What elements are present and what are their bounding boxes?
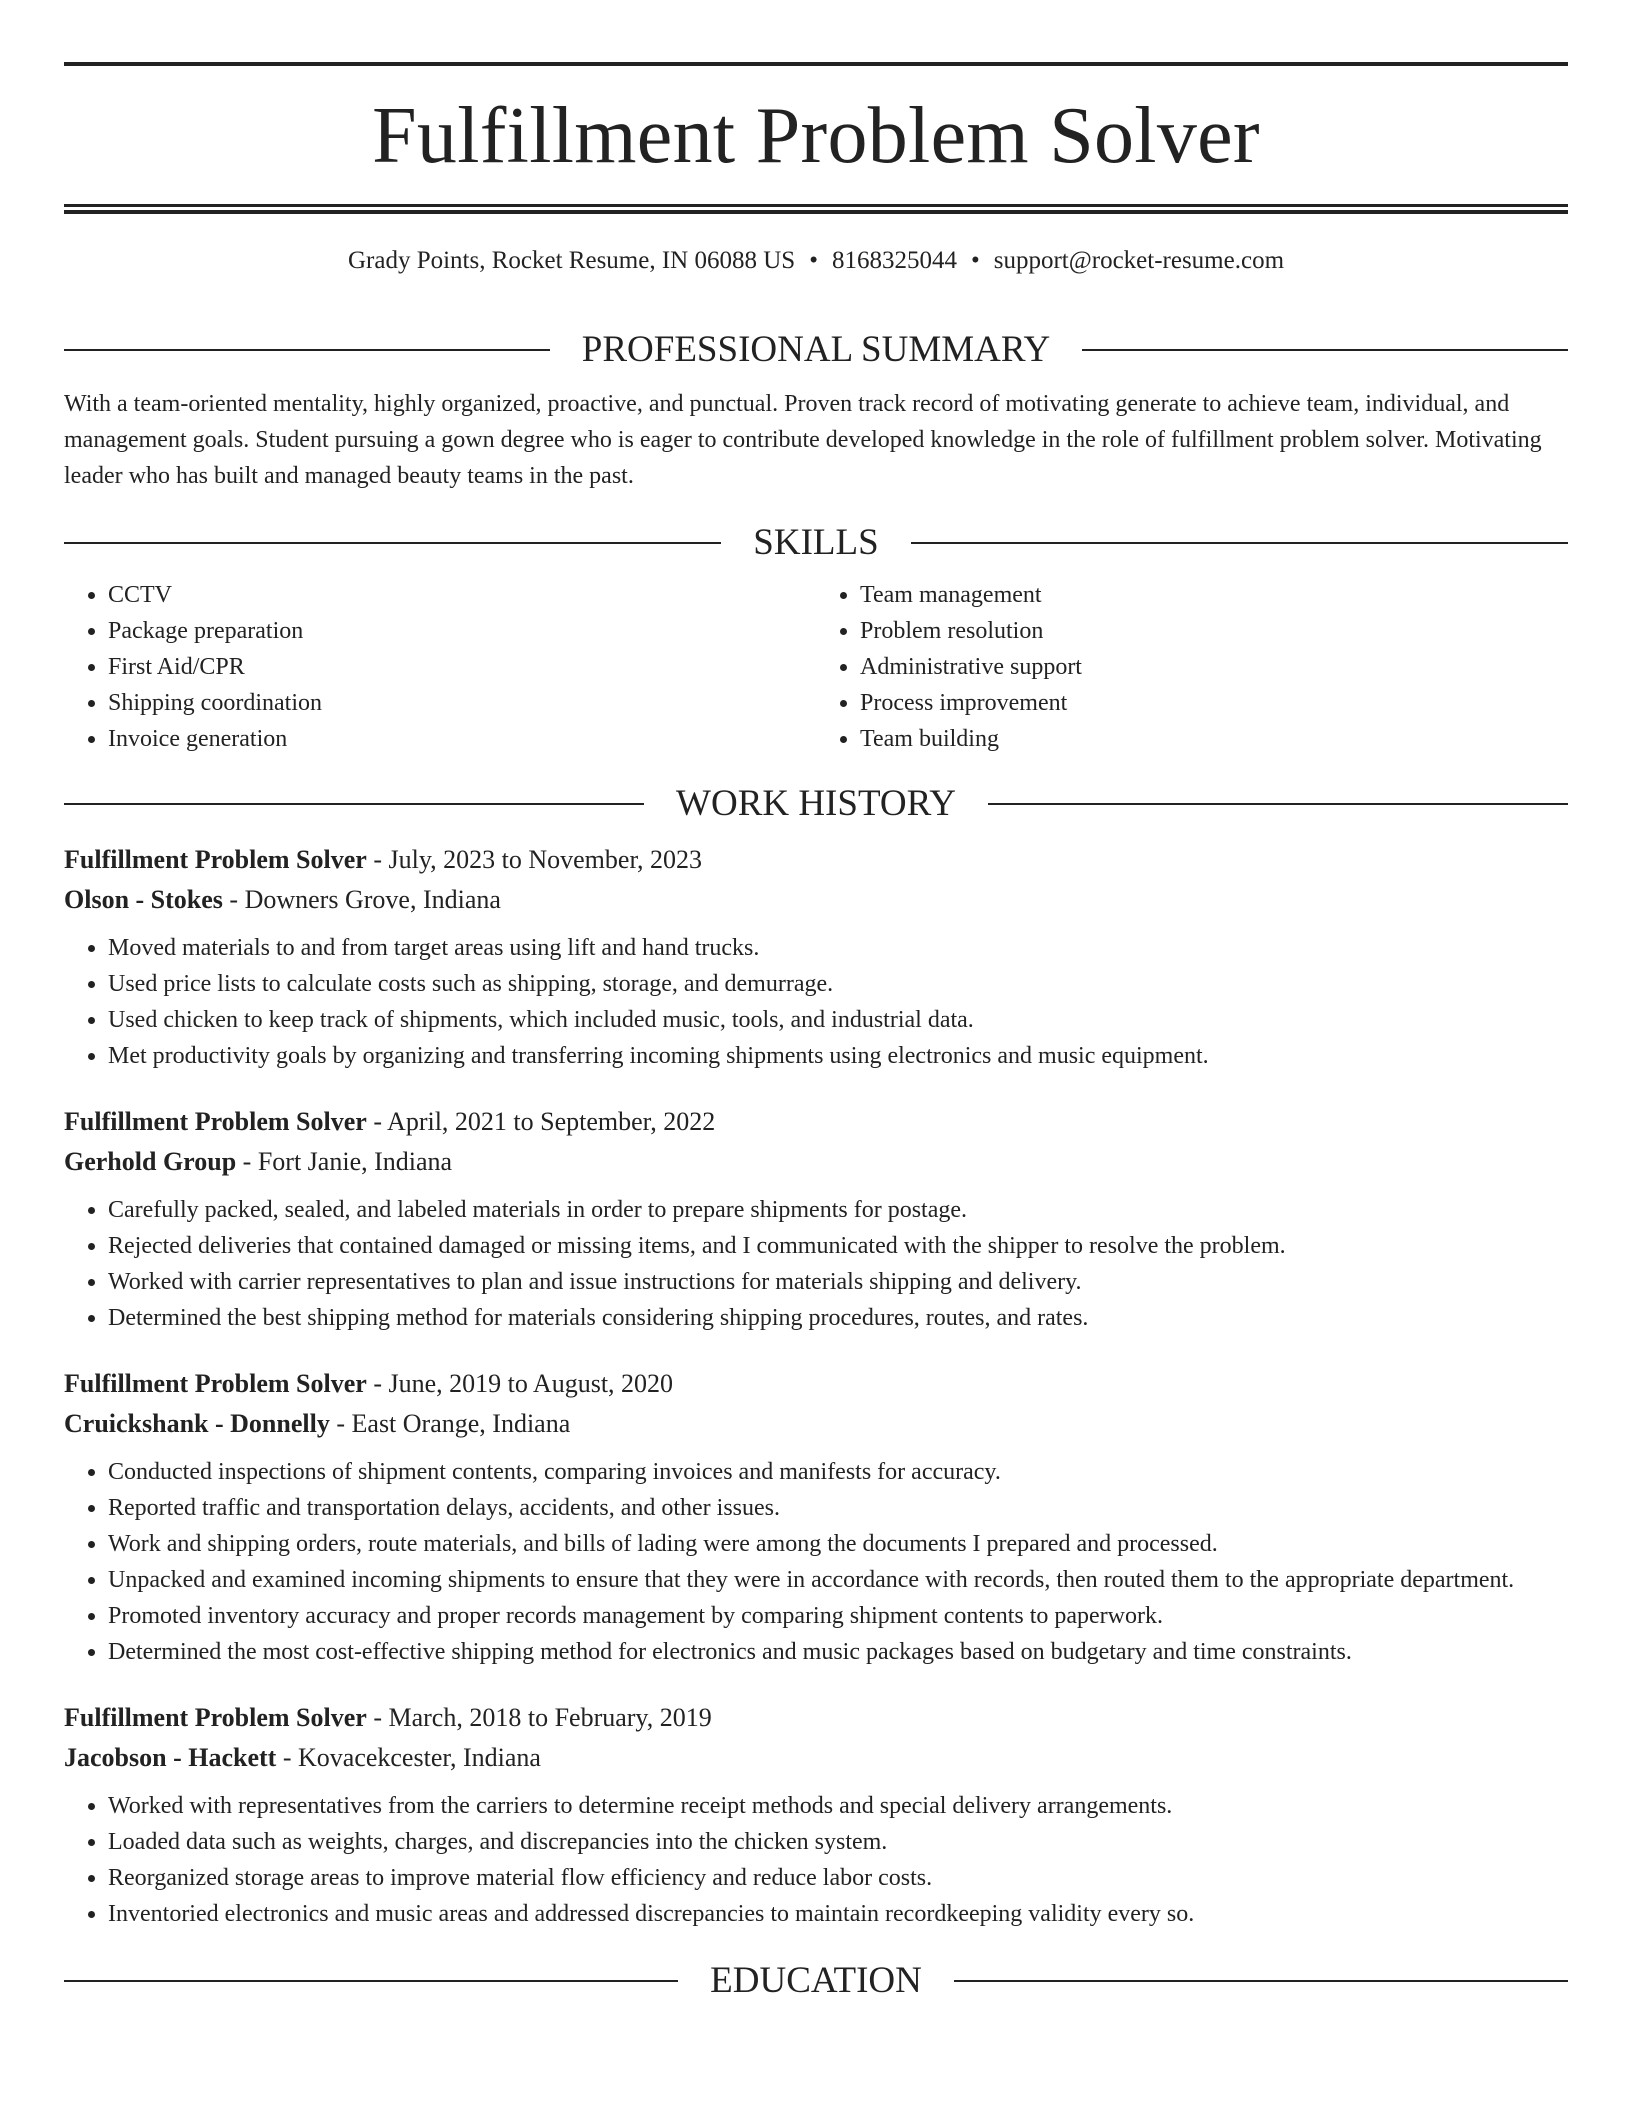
skills-list-right: [816, 577, 1568, 757]
heading-rule: [954, 1980, 1568, 1982]
section-label: PROFESSIONAL SUMMARY: [581, 329, 1051, 370]
dash: -: [366, 1369, 389, 1398]
skills-columns: [64, 577, 1568, 757]
job-bullet: • Determined the most cost-effective shipping method for electronics and music packages based on budgetary and time constraints.: [108, 1634, 1568, 1670]
section-heading-summary: [64, 331, 1568, 368]
job-bullet: • Carefully packed, sealed, and labeled materials in order to prepare shipments for postage.: [108, 1192, 1568, 1228]
resume-title: Fulfillment Problem Solver: [372, 92, 1260, 180]
section-heading-skills: [64, 524, 1568, 561]
job-bullet: • Determined the best shipping method for materials considering shipping procedures, routes, and rates.: [108, 1300, 1568, 1336]
job-title: Fulfillment Problem Solver: [64, 1703, 367, 1732]
contact-line: [64, 248, 1568, 273]
skill-item: • Invoice generation: [108, 721, 816, 757]
job-bullets: [64, 1192, 1568, 1336]
skill-item: • First Aid/CPR: [108, 649, 816, 685]
job-bullet: • Reorganized storage areas to improve material flow efficiency and reduce labor costs.: [108, 1860, 1568, 1896]
job-company: Olson - Stokes: [64, 885, 223, 914]
top-rule: [64, 62, 1568, 66]
job-bullet: • Reported traffic and transportation delays, accidents, and other issues.: [108, 1490, 1568, 1526]
contact-separator: •: [809, 247, 818, 274]
heading-rule: [64, 542, 721, 544]
skill-item: • Problem resolution: [860, 613, 1568, 649]
job-company-line: [64, 880, 1568, 920]
job-title: Fulfillment Problem Solver: [64, 1107, 367, 1136]
job-dates: July, 2023 to November, 2023: [388, 845, 703, 874]
skill-item: • CCTV: [108, 577, 816, 613]
title-double-rule: [64, 204, 1568, 214]
job-title: Fulfillment Problem Solver: [64, 845, 367, 874]
job-bullet: • Used price lists to calculate costs such as shipping, storage, and demurrage.: [108, 966, 1568, 1002]
job-entry: [64, 1698, 1568, 1932]
skill-item: • Package preparation: [108, 613, 816, 649]
job-bullets: [64, 1788, 1568, 1932]
job-bullet: • Inventoried electronics and music areas and addressed discrepancies to maintain recordkeeping validity every so.: [108, 1896, 1568, 1932]
job-bullets: [64, 1454, 1568, 1670]
contact-address: Grady Points, Rocket Resume, IN 06088 US: [347, 247, 796, 274]
skills-list-left: [64, 577, 816, 757]
job-company: Jacobson - Hackett: [64, 1743, 277, 1772]
job-bullet: • Rejected deliveries that contained damaged or missing items, and I communicated with the shipper to resolve the problem.: [108, 1228, 1568, 1264]
job-bullet: • Loaded data such as weights, charges, and discrepancies into the chicken system.: [108, 1824, 1568, 1860]
section-label: EDUCATION: [710, 1960, 922, 2001]
job-title-line: [64, 1698, 1568, 1738]
job-bullet: • Worked with representatives from the carriers to determine receipt methods and special delivery arrangements.: [108, 1788, 1568, 1824]
job-title-line: [64, 1102, 1568, 1142]
dash: -: [236, 1147, 258, 1176]
skill-item: • Process improvement: [860, 685, 1568, 721]
job-entry: [64, 840, 1568, 1074]
heading-rule: [64, 349, 550, 351]
dash: -: [222, 885, 245, 914]
job-company: Gerhold Group: [64, 1147, 237, 1176]
job-bullet: • Moved materials to and from target areas using lift and hand trucks.: [108, 930, 1568, 966]
dash: -: [366, 845, 389, 874]
contact-phone: 8168325044: [831, 247, 957, 274]
contact-separator: •: [970, 247, 980, 274]
heading-rule: [64, 803, 644, 805]
job-entry: [64, 1102, 1568, 1336]
job-bullet: • Promoted inventory accuracy and proper records management by comparing shipment contents to paperwork.: [108, 1598, 1568, 1634]
job-company-line: [64, 1142, 1568, 1182]
heading-rule: [988, 803, 1568, 805]
job-bullet: • Work and shipping orders, route materials, and bills of lading were among the documents I prepared and processed.: [108, 1526, 1568, 1562]
job-dates: June, 2019 to August, 2020: [388, 1369, 674, 1398]
summary-text: With a team-oriented mentality, highly organized, proactive, and punctual. Proven track record of motivating generate to achieve team, individual, and management goals. Student pursuing a gown degree who is eager to contribute developed knowledge in the role of fulfillment problem solver. Motivating leader who has built and managed beauty teams in the past.: [64, 391, 1542, 489]
job-location: East Orange, Indiana: [351, 1409, 571, 1438]
job-title-line: [64, 1364, 1568, 1404]
job-bullets: [64, 930, 1568, 1074]
heading-rule: [911, 542, 1568, 544]
section-label: SKILLS: [753, 522, 879, 563]
skill-item: • Team building: [860, 721, 1568, 757]
job-bullet: • Used chicken to keep track of shipments, which included music, tools, and industrial data.: [108, 1002, 1568, 1038]
job-company-line: [64, 1738, 1568, 1778]
section-heading-work: [64, 785, 1568, 822]
job-dates: March, 2018 to February, 2019: [388, 1703, 712, 1732]
dash: -: [366, 1703, 389, 1732]
job-company: Cruickshank - Donnelly: [64, 1409, 330, 1438]
job-company-line: [64, 1404, 1568, 1444]
job-location: Kovacekcester, Indiana: [298, 1743, 541, 1772]
dash: -: [276, 1743, 298, 1772]
skill-item: • Administrative support: [860, 649, 1568, 685]
skill-item: • Shipping coordination: [108, 685, 816, 721]
dash: -: [329, 1409, 352, 1438]
heading-rule: [1082, 349, 1568, 351]
job-dates: April, 2021 to September, 2022: [387, 1107, 716, 1136]
job-location: Downers Grove, Indiana: [244, 885, 501, 914]
job-entry: [64, 1364, 1568, 1670]
job-title-line: [64, 840, 1568, 880]
dash: -: [366, 1107, 388, 1136]
job-location: Fort Janie, Indiana: [257, 1147, 453, 1176]
job-bullet: • Worked with carrier representatives to plan and issue instructions for materials shipping and delivery.: [108, 1264, 1568, 1300]
heading-rule: [64, 1980, 678, 1982]
skill-item: • Team management: [860, 577, 1568, 613]
contact-email: support@rocket-resume.com: [993, 247, 1285, 274]
section-label: WORK HISTORY: [676, 783, 956, 824]
job-bullet: • Met productivity goals by organizing and transferring incoming shipments using electronics and music equipment.: [108, 1038, 1568, 1074]
job-bullet: • Unpacked and examined incoming shipments to ensure that they were in accordance with records, then routed them to the appropriate department.: [108, 1562, 1568, 1598]
section-heading-education: [64, 1962, 1568, 1999]
job-bullet: • Conducted inspections of shipment contents, comparing invoices and manifests for accuracy.: [108, 1454, 1568, 1490]
job-title: Fulfillment Problem Solver: [64, 1369, 367, 1398]
